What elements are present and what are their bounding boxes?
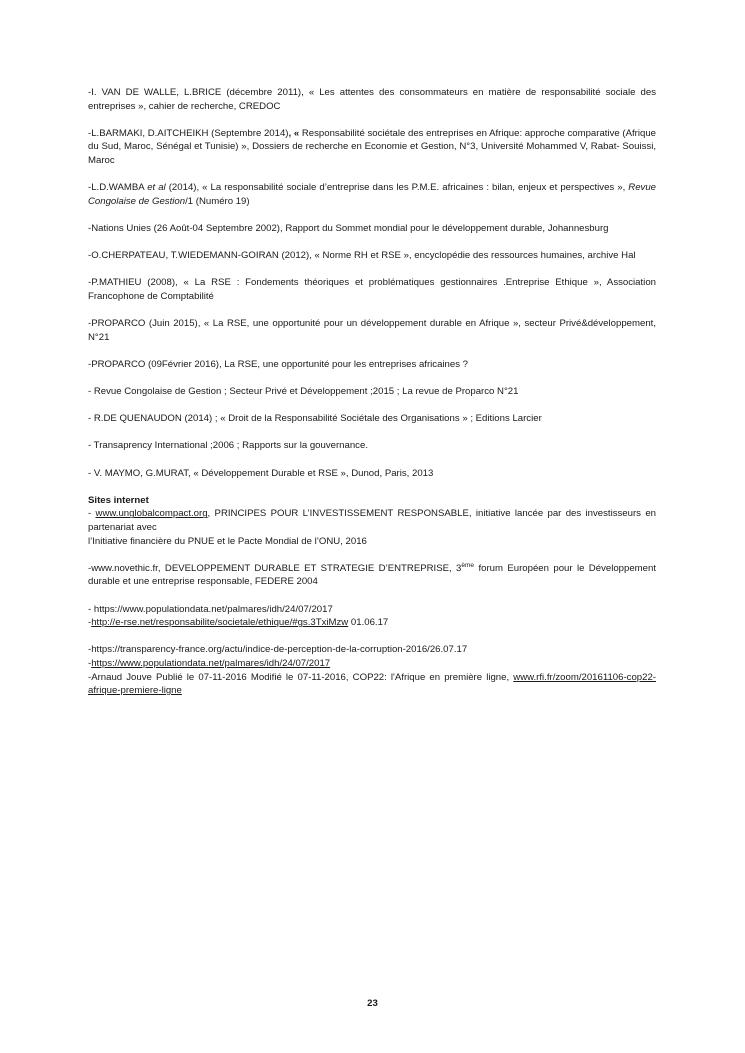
- reference-proparco-2015: -PROPARCO (Juin 2015), « La RSE, une opportunité pour un développement durable en Afrique », secteur Privé&développement, N°21: [88, 318, 656, 343]
- sites-heading: Sites internet: [88, 494, 149, 506]
- page-number: 23: [367, 998, 378, 1009]
- reference-revue-congolaise: - Revue Congolaise de Gestion ; Secteur Privé et Développement ;2015 ; La revue de Proparco N°21: [88, 386, 519, 398]
- reference-wamba: -L.D.WAMBA et al (2014), « La responsabilité sociale d’entreprise dans les P.M.E. africaines : bilan, enjeux et perspectives », Revue Congolaise de Gestion/1 (Numéro 19): [88, 182, 656, 207]
- rfi-link[interactable]: www.rfi.fr/zoom/20161106-cop22-afrique-premiere-ligne: [88, 671, 656, 697]
- reference-cherpateau: -O.CHERPATEAU, T.WIEDEMANN-GOIRAN (2012), « Norme RH et RSE », encyclopédie des ressources humaines, archive Hal: [88, 250, 636, 262]
- site-group-transparency: [88, 643, 656, 697]
- site-transparency: -https://transparency-france.org/actu/indice-de-perception-de-la-corruption-2016/26.07.17: [88, 644, 468, 656]
- reference-transaprency: - Transaprency International ;2006 ; Rapports sur la gouvernance.: [88, 440, 368, 452]
- reference-page: [88, 86, 656, 698]
- unglobalcompact-link[interactable]: www.unglobalcompact.org: [95, 508, 208, 520]
- reference-proparco-2016: -PROPARCO (09Février 2016), La RSE, une opportunité pour les entreprises africaines ?: [88, 358, 469, 370]
- site-novethic: -www.novethic.fr, DEVELOPPEMENT DURABLE ET STRATEGIE D’ENTREPRISE, 3ème forum Européen pour le Développement durable et une entreprise responsable, FEDERE 2004: [88, 561, 657, 588]
- site-rfi: -Arnaud Jouve Publié le 07-11-2016 Modifié le 07-11-2016, COP22: l'Afrique en première ligne, www.rfi.fr/zoom/20161106-cop22-afrique-premiere-ligne: [88, 671, 656, 697]
- site-group-population: [88, 603, 656, 630]
- reference-maymo: - V. MAYMO, G.MURAT, « Développement Durable et RSE », Dunod, Paris, 2013: [88, 467, 434, 479]
- reference-mathieu: -P.MATHIEU (2008), « La RSE : Fondements théoriques et problématiques gestionnaires .Entreprise Ethique », Association Francophone de Comptabilité: [88, 277, 656, 302]
- site-unglobalcompact: - www.unglobalcompact.org, PRINCIPES POUR L’INVESTISSEMENT RESPONSABLE, initiative lancée par des investisseurs en partenariat avec l’Initiative financière du PNUE et le Pacte Mondial de l’ONU, 2016: [88, 508, 656, 547]
- site-populationdata-2: -https://www.populationdata.net/palmares/idh/24/07/2017: [88, 657, 331, 669]
- erse-link[interactable]: http://e-rse.net/responsabilite/societale/ethique/#gs.3TxiMzw: [91, 617, 349, 629]
- site-erse: -http://e-rse.net/responsabilite/societale/ethique/#gs.3TxiMzw 01.06.17: [88, 617, 389, 629]
- reference-nations-unies: -Nations Unies (26 Août-04 Septembre 2002), Rapport du Sommet mondial pour le développement durable, Johannesburg: [88, 222, 609, 234]
- site-populationdata-1: - https://www.populationdata.net/palmares/idh/24/07/2017: [88, 603, 333, 615]
- reference-van-de-walle: -I. VAN DE WALLE, L.BRICE (décembre 2011), « Les attentes des consommateurs en matière de responsabilité sociale des entreprises », cahier de recherche, CREDOC: [88, 87, 656, 112]
- reference-barmaki: -L.BARMAKI, D.AITCHEIKH (Septembre 2014), « Responsabilité sociétale des entreprises en Afrique: approche comparative (Afrique du Sud, Maroc, Sénégal et Tunisie) », Dossiers de recherche en Economie et Gestion, N°3, Université Mohammed V, Rabat- Souissi, Maroc: [88, 127, 656, 166]
- populationdata-link[interactable]: https://www.populationdata.net/palmares/idh/24/07/2017: [91, 657, 331, 669]
- reference-de-quenaudon: - R.DE QUENAUDON (2014) ; « Droit de la Responsabilité Sociétale des Organisations » ; Editions Larcier: [88, 413, 542, 425]
